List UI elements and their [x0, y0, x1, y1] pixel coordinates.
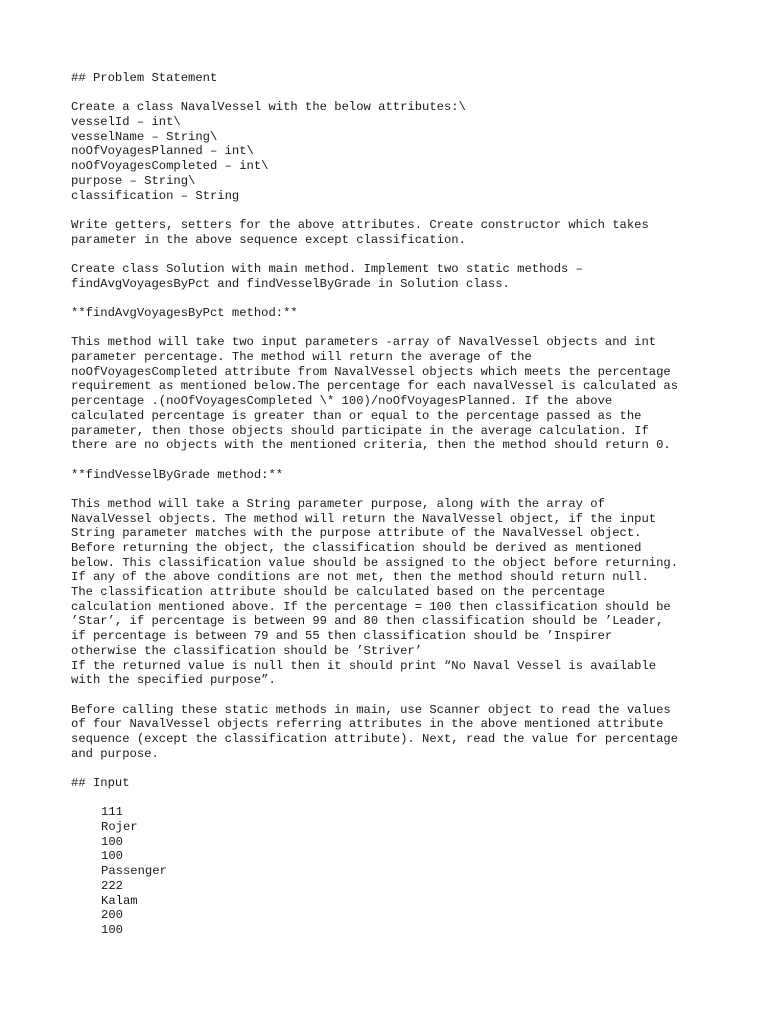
- text-line: with the specified purpose”.: [71, 673, 276, 688]
- text-line: otherwise the classification should be ’Striver’: [71, 643, 423, 658]
- heading-problem-statement: ## Problem Statement: [71, 71, 218, 85]
- text-line: noOfVoyagesCompleted – int\: [71, 159, 269, 174]
- text-line: there are no objects with the mentioned criteria, then the method should return 0.: [71, 438, 671, 453]
- text-line: NavalVessel objects. The method will return the NavalVessel object, if the input: [71, 511, 657, 526]
- text-line: and purpose.: [71, 746, 159, 761]
- attributes-block: [71, 100, 731, 203]
- text-line: Write getters, setters for the above attributes. Create constructor which takes: [71, 217, 649, 232]
- text-line: calculated percentage is greater than or equal to the percentage passed as the: [71, 408, 642, 423]
- input-line: 222: [101, 878, 123, 893]
- input-line: Passenger: [101, 864, 167, 879]
- text-line: This method will take two input parameters -array of NavalVessel objects and int: [71, 335, 657, 350]
- text-line: Create class Solution with main method. Implement two static methods –: [71, 261, 583, 276]
- getters-paragraph: [71, 218, 731, 247]
- input-line: 111: [101, 805, 123, 820]
- text-line: purpose – String\: [71, 173, 196, 188]
- text-line: sequence (except the classification attribute). Next, read the value for percentage: [71, 731, 679, 746]
- text-line: findAvgVoyagesByPct and findVesselByGrade in Solution class.: [71, 276, 510, 291]
- text-line: If the returned value is null then it should print “No Naval Vessel is available: [71, 658, 657, 673]
- text-line: parameter in the above sequence except classification.: [71, 232, 466, 247]
- text-line: String parameter matches with the purpose attribute of the NavalVessel object.: [71, 526, 642, 541]
- text-line: vesselName – String\: [71, 129, 218, 144]
- text-line: calculation mentioned above. If the percentage = 100 then classification should be: [71, 599, 671, 614]
- text-line: if percentage is between 79 and 55 then classification should be ’Inspirer: [71, 629, 613, 644]
- method2-paragraph: [71, 497, 731, 688]
- input-line: Rojer: [101, 820, 138, 835]
- input-line: 100: [101, 849, 123, 864]
- text-line: parameter, then those objects should participate in the average calculation. If: [71, 423, 649, 438]
- text-line: below. This classification value should be assigned to the object before returning.: [71, 555, 679, 570]
- input-block: [71, 805, 731, 937]
- input-line: 200: [101, 908, 123, 923]
- input-line: Kalam: [101, 893, 138, 908]
- document-page: [71, 71, 731, 938]
- text-line: This method will take a String parameter purpose, along with the array of: [71, 496, 605, 511]
- text-line: Before calling these static methods in main, use Scanner object to read the values: [71, 702, 671, 717]
- heading-find-vessel-by-grade: **findVesselByGrade method:**: [71, 467, 284, 482]
- solution-paragraph: [71, 262, 731, 291]
- before-calling-paragraph: [71, 703, 731, 762]
- input-line: 100: [101, 922, 123, 937]
- text-line: vesselId – int\: [71, 115, 181, 130]
- heading-find-avg-voyages: **findAvgVoyagesByPct method:**: [71, 306, 298, 320]
- text-line: noOfVoyagesPlanned – int\: [71, 144, 254, 159]
- text-line: Before returning the object, the classification should be derived as mentioned: [71, 541, 642, 555]
- text-line: The classification attribute should be calculated based on the percentage: [71, 585, 605, 600]
- text-line: ’Star’, if percentage is between 99 and 80 then classification should be ’Leader,: [71, 614, 664, 629]
- text-line: percentage .(noOfVoyagesCompleted \* 100)/noOfVoyagesPlanned. If the above: [71, 394, 613, 409]
- text-line: Create a class NavalVessel with the below attributes:\: [71, 100, 466, 115]
- heading-input: ## Input: [71, 776, 130, 790]
- text-line: of four NavalVessel objects referring attributes in the above mentioned attribute: [71, 717, 664, 732]
- text-line: parameter percentage. The method will return the average of the: [71, 350, 532, 365]
- text-line: classification – String: [71, 188, 240, 203]
- text-line: If any of the above conditions are not met, then the method should return null.: [71, 570, 649, 585]
- text-line: requirement as mentioned below.The percentage for each navalVessel is calculated as: [71, 379, 679, 394]
- text-line: noOfVoyagesCompleted attribute from NavalVessel objects which meets the percentage: [71, 364, 671, 379]
- method1-paragraph: [71, 335, 731, 453]
- input-line: 100: [101, 834, 123, 849]
